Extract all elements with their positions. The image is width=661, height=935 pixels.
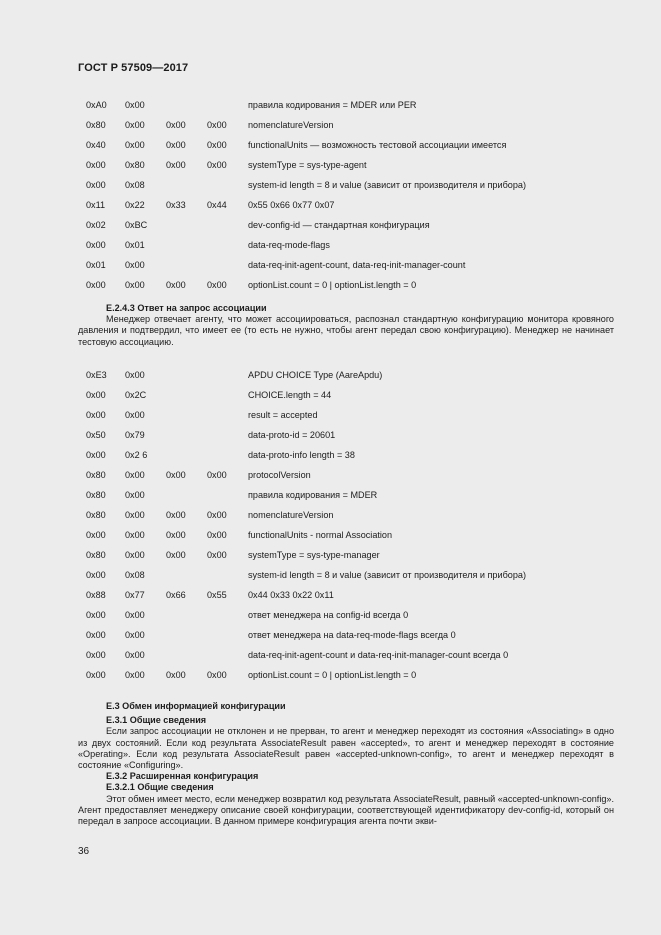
table-row — [0, 409, 661, 429]
hex-byte-cell: 0x00 — [125, 550, 145, 560]
table-row — [0, 649, 661, 669]
hex-table-association-response — [0, 369, 661, 689]
hex-byte-cell: 0x00 — [86, 450, 106, 460]
description-cell: protocolVersion — [248, 470, 311, 480]
section-heading: E.2.4.3 Ответ на запрос ассоциации — [106, 303, 267, 313]
description-cell: functionalUnits — возможность тестовой ассоциации имеется — [248, 140, 507, 150]
hex-byte-cell: 0xA0 — [86, 100, 107, 110]
table-row — [0, 529, 661, 549]
hex-byte-cell: 0x66 — [166, 590, 186, 600]
description-cell: systemType = sys-type-agent — [248, 160, 367, 170]
description-cell: dev-config-id — стандартная конфигурация — [248, 220, 430, 230]
hex-byte-cell: 0x00 — [207, 140, 227, 150]
hex-byte-cell: 0x08 — [125, 570, 145, 580]
hex-byte-cell: 0x00 — [166, 530, 186, 540]
hex-byte-cell: 0x01 — [125, 240, 145, 250]
table-row — [0, 239, 661, 259]
hex-byte-cell: 0x33 — [166, 200, 186, 210]
description-cell: 0x44 0x33 0x22 0x11 — [248, 590, 334, 600]
hex-byte-cell: 0x00 — [86, 610, 106, 620]
subsection-heading: E.3.1 Общие сведения — [106, 715, 207, 726]
hex-byte-cell: 0x00 — [86, 570, 106, 580]
description-cell: правила кодирования = MDER или PER — [248, 100, 417, 110]
hex-byte-cell: 0x00 — [166, 120, 186, 130]
table-row — [0, 259, 661, 279]
hex-byte-cell: 0x00 — [125, 140, 145, 150]
description-cell: 0x55 0x66 0x77 0x07 — [248, 200, 335, 210]
table-row — [0, 489, 661, 509]
hex-byte-cell: 0x00 — [86, 280, 106, 290]
hex-byte-cell: 0x50 — [86, 430, 106, 440]
table-row — [0, 629, 661, 649]
paragraph: Если запрос ассоциации не отклонен и не прерван, то агент и менеджер переходят из состояния «Associating» в одно из двух состояний. Если код результата AssociateResult равен «accepted», то агент и менеджер переходят в состояние «Operating». Если код результата AssociateResult равен «accepted-unknown-config», то агент и менеджер переходят в состояние «Configuring». — [78, 726, 614, 771]
hex-byte-cell: 0x00 — [166, 550, 186, 560]
subsection-heading: E.3.2 Расширенная конфигурация — [106, 771, 259, 782]
hex-byte-cell: 0x00 — [125, 490, 145, 500]
hex-byte-cell: 0x00 — [125, 260, 145, 270]
hex-byte-cell: 0x08 — [125, 180, 145, 190]
hex-byte-cell: 0x00 — [207, 510, 227, 520]
section-e243 — [78, 303, 614, 348]
description-cell: systemType = sys-type-manager — [248, 550, 380, 560]
hex-byte-cell: 0x00 — [125, 630, 145, 640]
description-cell: system-id length = 8 и value (зависит от производителя и прибора) — [248, 570, 526, 580]
hex-byte-cell: 0x01 — [86, 260, 106, 270]
hex-byte-cell: 0x00 — [125, 280, 145, 290]
section-heading: E.3 Обмен информацией конфигурации — [106, 701, 286, 711]
table-row — [0, 429, 661, 449]
hex-byte-cell: 0x80 — [86, 550, 106, 560]
hex-byte-cell: 0x79 — [125, 430, 145, 440]
hex-byte-cell: 0x00 — [86, 180, 106, 190]
table-row — [0, 179, 661, 199]
table-row — [0, 569, 661, 589]
hex-byte-cell: 0x00 — [125, 470, 145, 480]
hex-byte-cell: 0x2 6 — [125, 450, 148, 460]
description-cell: CHOICE.length = 44 — [248, 390, 332, 400]
table-row — [0, 139, 661, 159]
hex-byte-cell: 0x80 — [86, 120, 106, 130]
hex-byte-cell: 0x00 — [125, 410, 145, 420]
hex-byte-cell: 0x00 — [125, 510, 145, 520]
description-cell: data-req-mode-flags — [248, 240, 330, 250]
description-cell: data-req-init-agent-count и data-req-init-manager-count всегда 0 — [248, 650, 509, 660]
document-header: ГОСТ Р 57509—2017 — [78, 62, 189, 74]
table-row — [0, 609, 661, 629]
description-cell: optionList.count = 0 | optionList.length = 0 — [248, 280, 417, 290]
hex-byte-cell: 0x80 — [86, 490, 106, 500]
paragraph: Этот обмен имеет место, если менеджер возвратил код результата AssociateResult, равный «accepted-unknown-config». Агент предоставляет менеджеру описание своей конфигурации, соответствующей идентификатору dev-config-id, который он передал в запросе ассоциации. В данном примере конфигурация агента почти экви- — [78, 793, 614, 827]
table-row — [0, 99, 661, 119]
hex-byte-cell: 0x00 — [125, 530, 145, 540]
table-row — [0, 509, 661, 529]
table-row — [0, 219, 661, 239]
hex-byte-cell: 0x22 — [125, 200, 145, 210]
table-row — [0, 589, 661, 609]
hex-byte-cell: 0x80 — [86, 470, 106, 480]
hex-byte-cell: 0x00 — [86, 650, 106, 660]
subsection-heading: E.3.2.1 Общие сведения — [106, 782, 214, 793]
description-cell: data-proto-id = 20601 — [248, 430, 336, 440]
hex-byte-cell: 0x00 — [166, 510, 186, 520]
table-row — [0, 369, 661, 389]
hex-byte-cell: 0x00 — [166, 160, 186, 170]
hex-byte-cell: 0xE3 — [86, 370, 107, 380]
hex-byte-cell: 0x11 — [86, 200, 106, 210]
hex-byte-cell: 0x40 — [86, 140, 106, 150]
hex-byte-cell: 0x00 — [86, 530, 106, 540]
hex-byte-cell: 0x88 — [86, 590, 106, 600]
hex-byte-cell: 0x00 — [207, 550, 227, 560]
description-cell: APDU CHOICE Type (AareApdu) — [248, 370, 383, 380]
hex-byte-cell: 0x00 — [125, 370, 145, 380]
description-cell: data-req-init-agent-count, data-req-init-manager-count — [248, 260, 466, 270]
hex-byte-cell: 0x00 — [207, 470, 227, 480]
hex-byte-cell: 0x80 — [125, 160, 145, 170]
description-cell: data-proto-info length = 38 — [248, 450, 355, 460]
page-number: 36 — [78, 846, 90, 857]
table-row — [0, 279, 661, 299]
table-row — [0, 199, 661, 219]
hex-byte-cell: 0x00 — [125, 100, 145, 110]
hex-byte-cell: 0xBC — [125, 220, 148, 230]
hex-byte-cell: 0x00 — [125, 120, 145, 130]
hex-table-association-request — [0, 99, 661, 299]
description-cell: nomenclatureVersion — [248, 510, 334, 520]
description-cell: правила кодирования = MDER — [248, 490, 378, 500]
table-row — [0, 469, 661, 489]
hex-byte-cell: 0x00 — [86, 390, 106, 400]
hex-byte-cell: 0x02 — [86, 220, 106, 230]
hex-byte-cell: 0x00 — [86, 410, 106, 420]
hex-byte-cell: 0x00 — [125, 650, 145, 660]
description-cell: ответ менеджера на data-req-mode-flags всегда 0 — [248, 630, 456, 640]
table-row — [0, 159, 661, 179]
description-cell: result = accepted — [248, 410, 318, 420]
hex-byte-cell: 0x00 — [125, 610, 145, 620]
hex-byte-cell: 0x00 — [86, 240, 106, 250]
hex-byte-cell: 0x00 — [166, 140, 186, 150]
hex-byte-cell: 0x00 — [207, 120, 227, 130]
paragraph: Менеджер отвечает агенту, что может ассоциироваться, распознал стандартную конфигурацию монитора кровяного давления и подтвердил, что имеет ее (то есть не нужно, чтобы агент передал свою конфигурацию). Менеджер не начинает тестовую ассоциацию. — [78, 314, 614, 347]
hex-byte-cell: 0x00 — [207, 280, 227, 290]
hex-byte-cell: 0x00 — [207, 670, 227, 680]
hex-byte-cell: 0x2C — [125, 390, 147, 400]
hex-byte-cell: 0x00 — [86, 160, 106, 170]
table-row — [0, 549, 661, 569]
hex-byte-cell: 0x00 — [166, 670, 186, 680]
hex-byte-cell: 0x77 — [125, 590, 145, 600]
hex-byte-cell: 0x00 — [207, 530, 227, 540]
hex-byte-cell: 0x00 — [207, 160, 227, 170]
hex-byte-cell: 0x00 — [166, 280, 186, 290]
hex-byte-cell: 0x44 — [207, 200, 227, 210]
table-row — [0, 119, 661, 139]
description-cell: nomenclatureVersion — [248, 120, 334, 130]
table-row — [0, 389, 661, 409]
description-cell: system-id length = 8 и value (зависит от производителя и прибора) — [248, 180, 526, 190]
hex-byte-cell: 0x00 — [125, 670, 145, 680]
hex-byte-cell: 0x55 — [207, 590, 227, 600]
description-cell: ответ менеджера на config-id всегда 0 — [248, 610, 409, 620]
description-cell: optionList.count = 0 | optionList.length = 0 — [248, 670, 417, 680]
table-row — [0, 449, 661, 469]
hex-byte-cell: 0x00 — [166, 470, 186, 480]
hex-byte-cell: 0x00 — [86, 670, 106, 680]
hex-byte-cell: 0x00 — [86, 630, 106, 640]
section-e3 — [78, 701, 614, 827]
description-cell: functionalUnits - normal Association — [248, 530, 393, 540]
table-row — [0, 669, 661, 689]
hex-byte-cell: 0x80 — [86, 510, 106, 520]
